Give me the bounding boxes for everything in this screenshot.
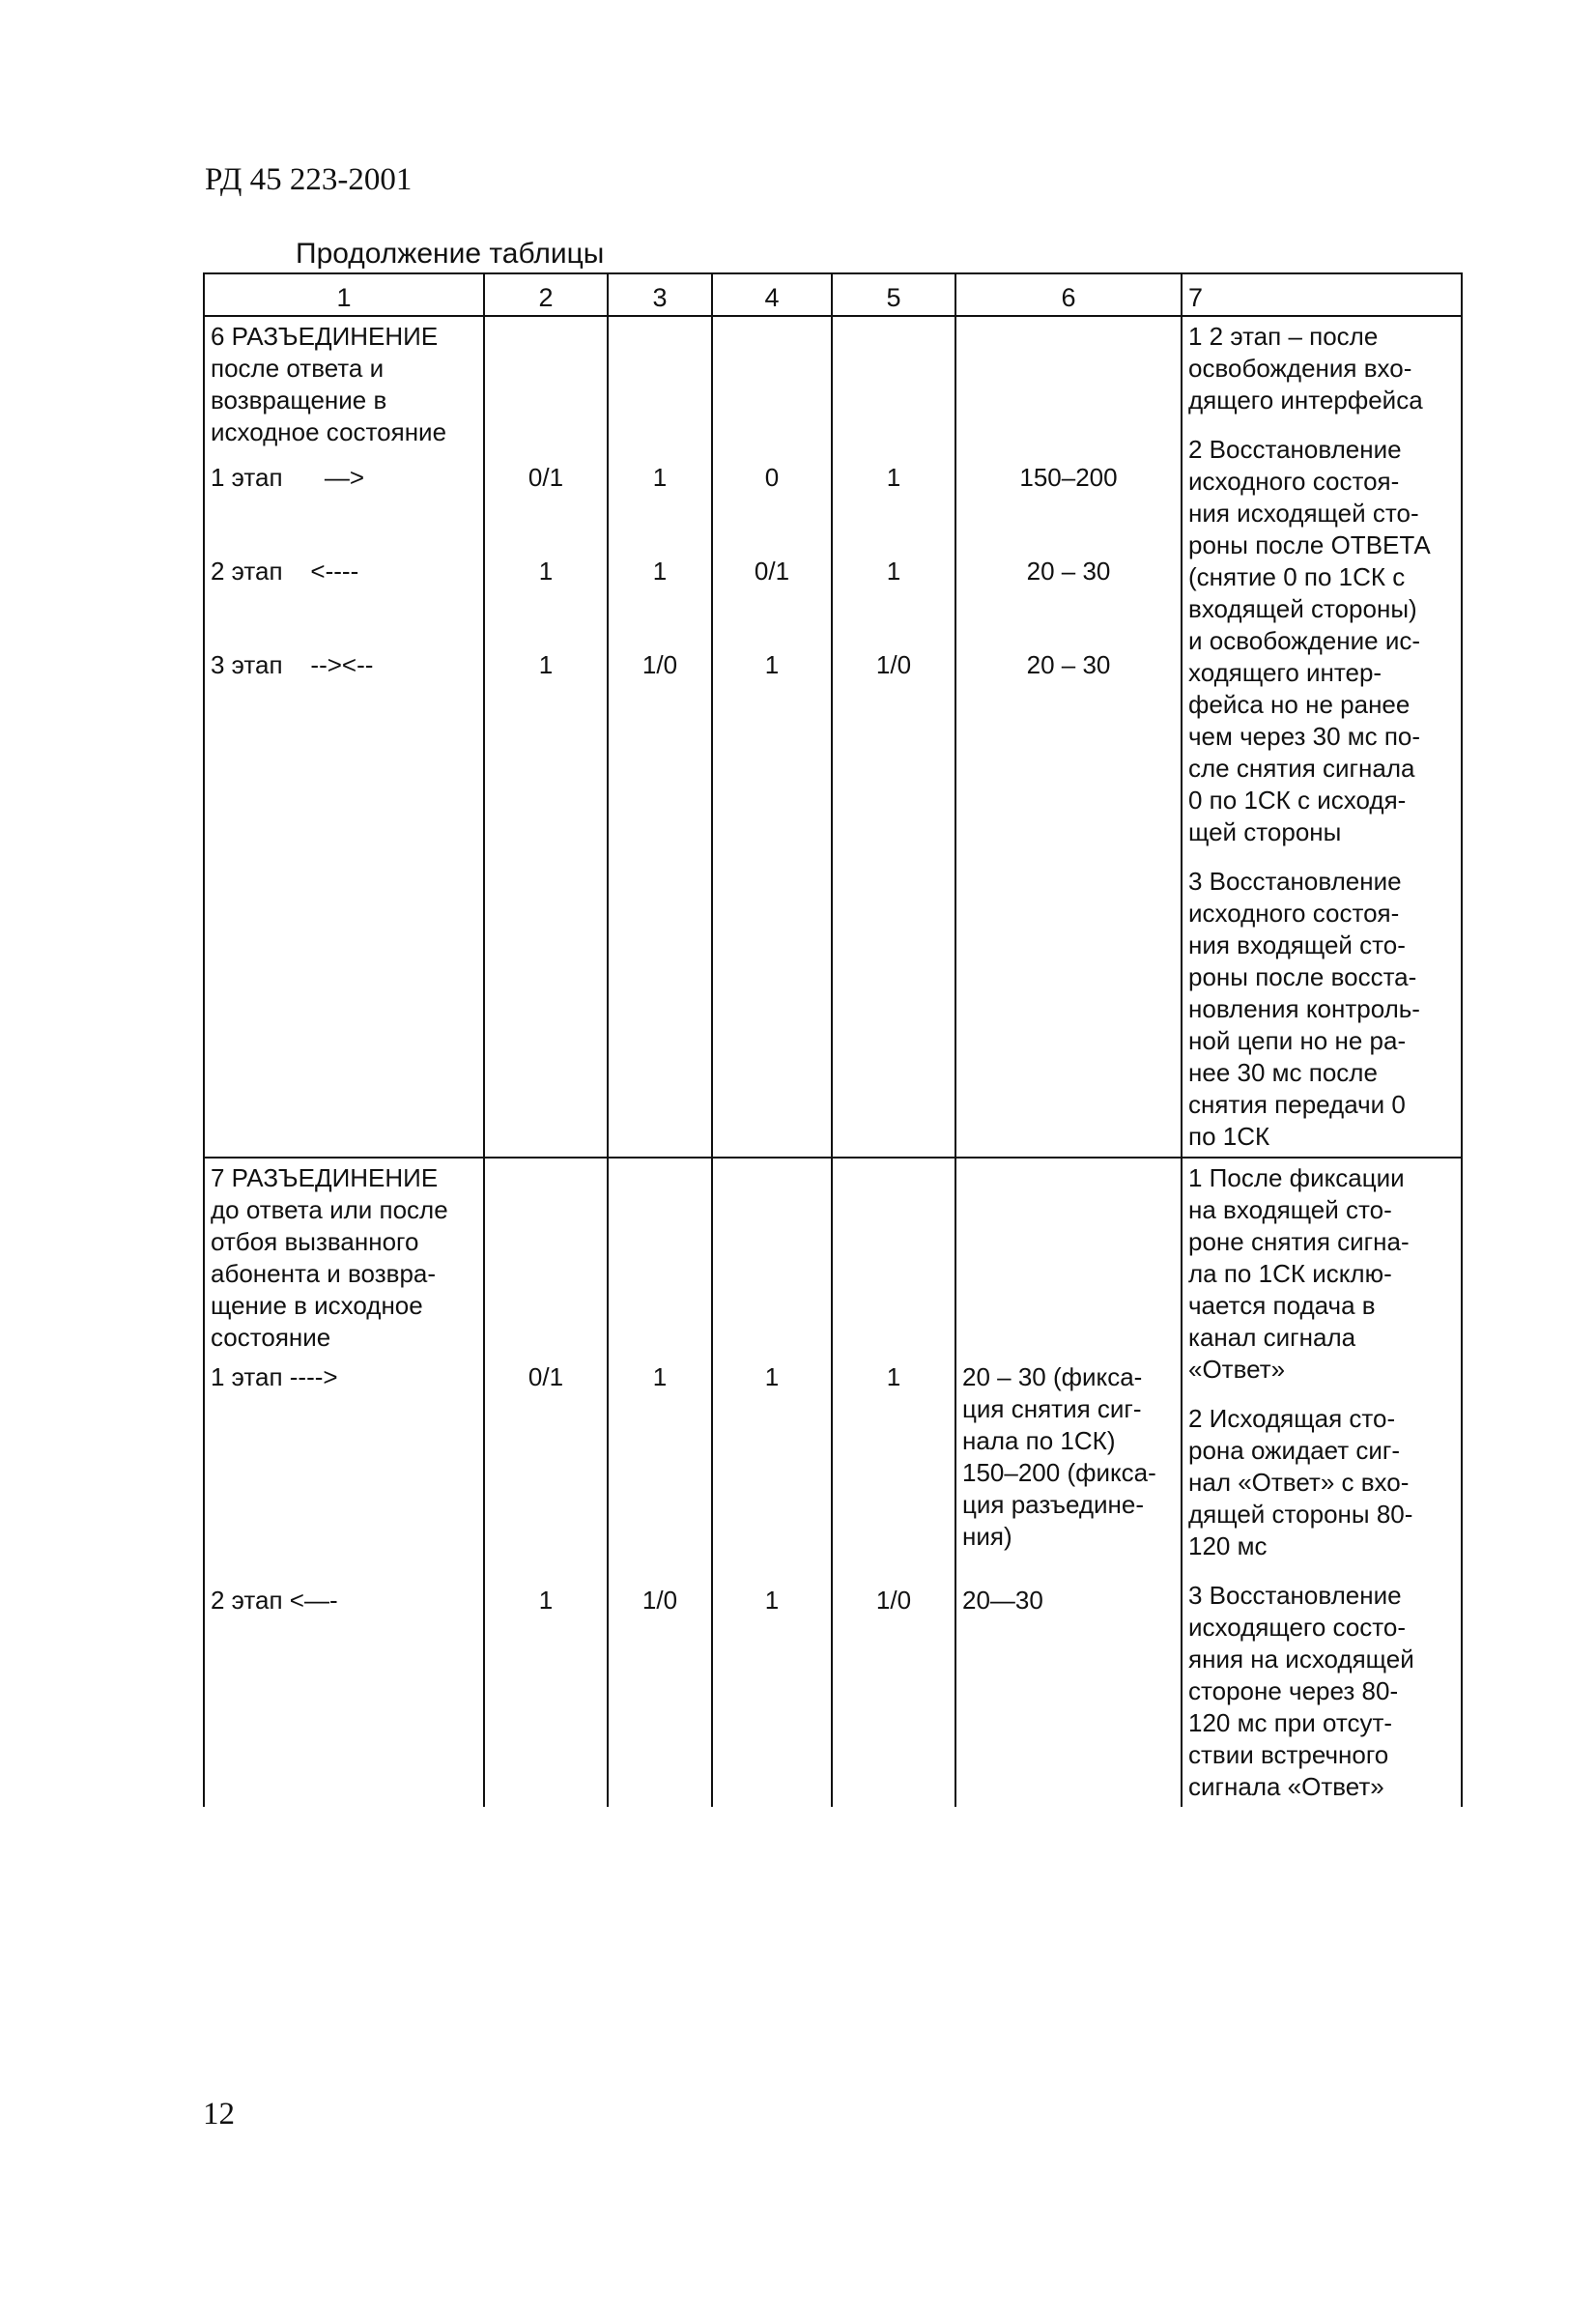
note-line: ствии встречного <box>1188 1740 1389 1769</box>
cell-value: 0 <box>764 463 780 492</box>
column-2-cell <box>484 1158 608 1807</box>
cell-value-line: 150–200 (фикса- <box>962 1458 1156 1487</box>
cell-value: 1 <box>652 463 668 492</box>
note-line: ной цепи но не ра- <box>1188 1026 1407 1055</box>
note-line: новления контроль- <box>1188 994 1420 1023</box>
document-code: РД 45 223-2001 <box>205 162 413 197</box>
cell-value: 1/0 <box>641 1586 678 1615</box>
cell-value: 1 <box>538 1586 554 1615</box>
cell-value-line: нала по 1СК) <box>962 1426 1116 1455</box>
signal-table <box>203 272 1463 1807</box>
note-line: ния входящей сто- <box>1188 930 1406 959</box>
section-title-line: 7 РАЗЪЕДИНЕНИЕ <box>211 1163 439 1192</box>
column-6-cell <box>955 316 1182 1158</box>
note-line: фейса но не ранее <box>1188 690 1411 719</box>
note-3 <box>1188 1580 1455 1803</box>
note-1 <box>1188 1162 1455 1386</box>
cell-value: 20 – 30 <box>1026 557 1111 586</box>
note-line: 3 Восстановление <box>1188 867 1402 896</box>
section-6-description <box>204 316 484 1158</box>
cell-value-line: 20 – 30 (фикса- <box>962 1362 1143 1391</box>
column-header: 3 <box>608 273 712 316</box>
section-title-line: 6 РАЗЪЕДИНЕНИЕ <box>211 322 439 351</box>
note-1 <box>1188 321 1455 416</box>
section-title-line: отбоя вызванного <box>211 1227 419 1256</box>
note-line: роне снятия сигна- <box>1188 1227 1410 1256</box>
note-2 <box>1188 1403 1455 1562</box>
cell-value: 1/0 <box>641 650 678 679</box>
table-caption: Продолжение таблицы <box>296 238 605 270</box>
note-line: ния исходящей сто- <box>1188 499 1419 528</box>
cell-value-line: ция разъедине- <box>962 1490 1145 1519</box>
note-line: роны после восста- <box>1188 962 1417 991</box>
section-7-row <box>204 1158 1462 1807</box>
column-header-row <box>204 273 1462 316</box>
note-line: дящего интерфейса <box>1188 386 1423 415</box>
column-5-cell <box>832 316 955 1158</box>
note-line: 2 Исходящая сто- <box>1188 1404 1396 1433</box>
note-line: роны после ОТВЕТА <box>1188 530 1431 559</box>
note-line: яния на исходящей <box>1188 1645 1414 1673</box>
column-3-cell <box>608 316 712 1158</box>
note-line: снятия передачи 0 <box>1188 1090 1406 1119</box>
column-header: 5 <box>832 273 955 316</box>
section-title-line: возвращение в <box>211 386 387 415</box>
note-line: щей стороны <box>1188 817 1342 846</box>
section-6-notes <box>1182 316 1462 1158</box>
note-line: по 1СК <box>1188 1122 1270 1151</box>
section-7-notes <box>1182 1158 1462 1807</box>
cell-value: 1 <box>764 650 780 679</box>
note-line: сле снятия сигнала <box>1188 754 1415 783</box>
cell-value: 1 <box>764 1362 780 1391</box>
section-6-row <box>204 316 1462 1158</box>
section-title-line: до ответа или после <box>211 1195 448 1224</box>
column-4-cell <box>712 316 832 1158</box>
cell-value: 0/1 <box>527 1362 564 1391</box>
cell-value: 1 <box>538 557 554 586</box>
section-title-line: состояние <box>211 1323 331 1352</box>
cell-value: 1 <box>652 1362 668 1391</box>
cell-value: 1 <box>886 1362 901 1391</box>
note-line: сигнала «Ответ» <box>1188 1772 1384 1801</box>
cell-value: 150–200 <box>1019 463 1118 492</box>
note-line: 1 2 этап – после <box>1188 322 1379 351</box>
section-title-line: после ответа и <box>211 354 385 383</box>
note-line: 3 Восстановление <box>1188 1581 1402 1610</box>
note-line: освобождения вхо- <box>1188 354 1412 383</box>
cell-value: 1 <box>886 557 901 586</box>
note-line: 1 После фиксации <box>1188 1163 1405 1192</box>
cell-value-line: ния) <box>962 1522 1012 1551</box>
cell-value: 1 <box>764 1586 780 1615</box>
cell-value: 0/1 <box>527 463 564 492</box>
note-line: 0 по 1СК с исходя- <box>1188 786 1407 815</box>
note-line: и освобождение ис- <box>1188 626 1421 655</box>
stage-label: 2 этап <---- <box>211 557 359 586</box>
column-4-cell <box>712 1158 832 1807</box>
section-title-line: щение в исходное <box>211 1291 423 1320</box>
note-line: нал «Ответ» с вхо- <box>1188 1468 1410 1497</box>
column-header: 6 <box>955 273 1182 316</box>
note-line: входящей стороны) <box>1188 594 1417 623</box>
stage-label: 1 этап —> <box>211 463 365 492</box>
note-line: 120 мс <box>1188 1531 1268 1560</box>
stage-label: 2 этап <—- <box>211 1586 338 1615</box>
cell-value: 1 <box>652 557 668 586</box>
cell-value: 20 – 30 <box>1026 650 1111 679</box>
note-line: исходного состоя- <box>1188 899 1400 928</box>
cell-value: 1/0 <box>875 1586 912 1615</box>
column-header: 1 <box>204 273 484 316</box>
note-line: дящей стороны 80- <box>1188 1500 1413 1529</box>
stage-label: 1 этап ----> <box>211 1362 338 1391</box>
note-line: ходящего интер- <box>1188 658 1382 687</box>
column-3-cell <box>608 1158 712 1807</box>
note-line: «Ответ» <box>1188 1355 1286 1384</box>
cell-value-line: 20—30 <box>962 1586 1043 1615</box>
note-line: чем через 30 мс по- <box>1188 722 1421 751</box>
note-line: на входящей сто- <box>1188 1195 1392 1224</box>
note-line: чается подача в <box>1188 1291 1376 1320</box>
section-title-line: исходное состояние <box>211 417 447 446</box>
note-3 <box>1188 866 1455 1153</box>
cell-value: 1 <box>886 463 901 492</box>
note-line: 2 Восстановление <box>1188 435 1402 464</box>
note-line: нее 30 мс после <box>1188 1058 1378 1087</box>
page-number: 12 <box>203 2097 235 2131</box>
section-7-description <box>204 1158 484 1807</box>
column-6-cell <box>955 1158 1182 1807</box>
note-line: канал сигнала <box>1188 1323 1356 1352</box>
column-header: 2 <box>484 273 608 316</box>
cell-value: 1 <box>538 650 554 679</box>
cell-value-line: ция снятия сиг- <box>962 1394 1142 1423</box>
column-5-cell <box>832 1158 955 1807</box>
note-line: исходящего состо- <box>1188 1613 1407 1642</box>
column-header: 4 <box>712 273 832 316</box>
cell-value: 1/0 <box>875 650 912 679</box>
note-line: рона ожидает сиг- <box>1188 1436 1401 1465</box>
note-line: стороне через 80- <box>1188 1676 1399 1705</box>
note-2 <box>1188 434 1455 848</box>
section-title-line: абонента и возвра- <box>211 1259 437 1288</box>
note-line: 120 мс при отсут- <box>1188 1708 1393 1737</box>
column-header: 7 <box>1182 273 1462 316</box>
note-line: исходного состоя- <box>1188 467 1400 496</box>
note-line: ла по 1СК исклю- <box>1188 1259 1392 1288</box>
column-2-cell <box>484 316 608 1158</box>
cell-value: 0/1 <box>754 557 790 586</box>
stage-label: 3 этап --><-- <box>211 650 374 679</box>
note-line: (снятие 0 по 1СК с <box>1188 562 1406 591</box>
